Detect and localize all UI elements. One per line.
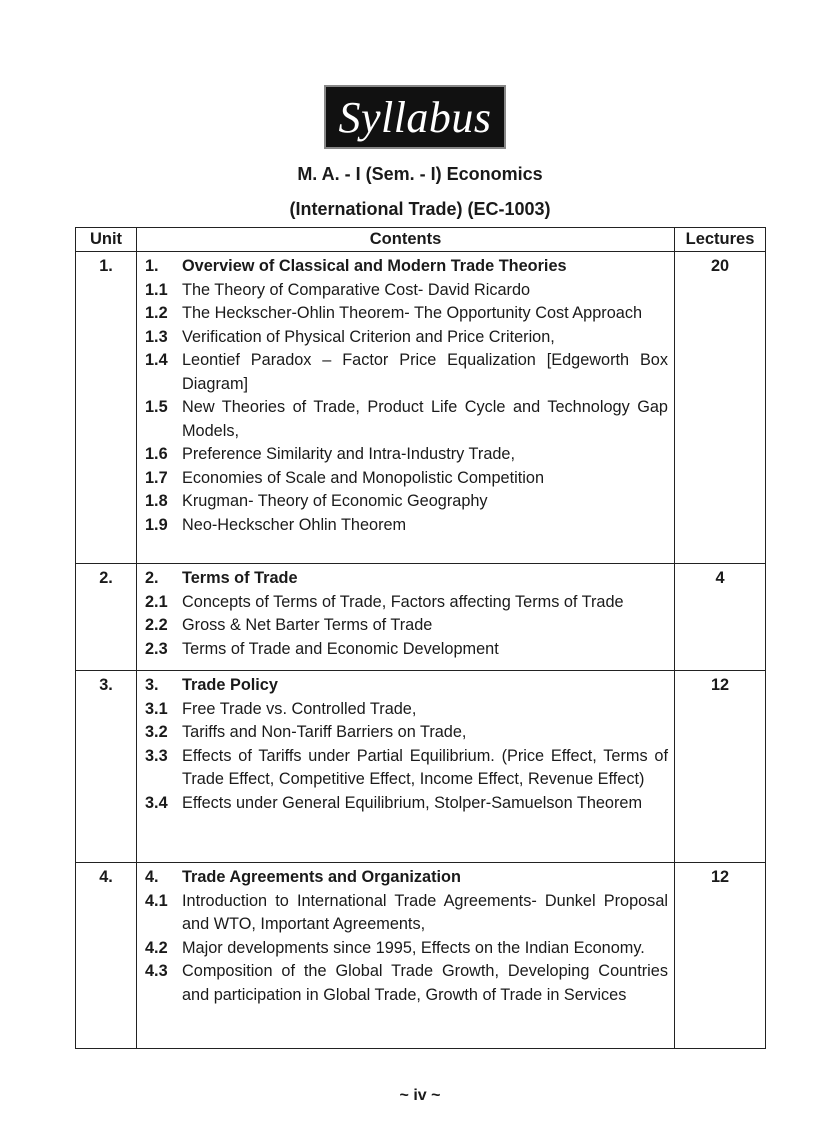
table-header-row (76, 228, 766, 252)
unit-contents (137, 252, 675, 564)
topic-number: 4.2 (145, 938, 168, 957)
header-lectures: Lectures (675, 228, 766, 252)
topic-number: 1.6 (145, 445, 168, 463)
topic-number: 2.1 (145, 592, 168, 611)
topic-number: 2.2 (145, 616, 168, 634)
topic-text: Krugman- Theory of Economic Geography (182, 492, 488, 510)
topic-item (145, 960, 668, 1007)
topic-text: Gross & Net Barter Terms of Trade (182, 616, 433, 634)
header-unit: Unit (76, 228, 137, 252)
table-row (76, 671, 766, 863)
table-row (76, 252, 766, 564)
topic-item (145, 302, 668, 326)
unit-contents (137, 863, 675, 1049)
topic-number: 1.1 (145, 280, 168, 299)
topic-number: 4.3 (145, 962, 168, 980)
lecture-count: 4 (675, 564, 766, 671)
topic-text: Effects of Tariffs under Partial Equilibrium. (Price Effect, Terms of Trade Effect, Competitive Effect, Income Effect, Revenue Effect) (182, 746, 668, 788)
unit-heading (145, 866, 668, 890)
unit-number: 2. (76, 564, 137, 671)
lecture-count: 20 (675, 252, 766, 564)
course-subtitle: (International Trade) (EC-1003) (289, 199, 551, 219)
topic-item (145, 467, 668, 491)
topic-text: Neo-Heckscher Ohlin Theorem (182, 515, 407, 534)
topic-number: 4. (145, 868, 159, 886)
topic-text: Effects under General Equilibrium, Stolper-Samuelson Theorem (182, 793, 643, 812)
topic-item (145, 638, 668, 662)
syllabus-title-box (324, 85, 506, 149)
topic-number: 1.4 (145, 351, 168, 369)
topic-number: 1.5 (145, 398, 168, 416)
topic-text: Terms of Trade and Economic Development (182, 639, 499, 658)
unit-number: 4. (76, 863, 137, 1049)
topic-text: Verification of Physical Criterion and Price Criterion, (182, 327, 555, 346)
topic-text: Concepts of Terms of Trade, Factors affecting Terms of Trade (182, 592, 624, 611)
header-contents: Contents (137, 228, 675, 252)
topic-item (145, 937, 668, 961)
topic-text: Tariffs and Non-Tariff Barriers on Trade, (182, 723, 467, 741)
unit-number: 3. (76, 671, 137, 863)
topic-number: 1.9 (145, 515, 168, 534)
syllabus-title: Syllabus (338, 92, 492, 142)
topic-text: The Theory of Comparative Cost- David Ricardo (182, 280, 531, 299)
unit-heading (145, 567, 668, 591)
table-row (76, 863, 766, 1049)
topic-item (145, 591, 668, 615)
unit-heading (145, 255, 668, 279)
topic-number: 3.3 (145, 746, 168, 765)
topic-number: 1.3 (145, 327, 168, 346)
lecture-count: 12 (675, 863, 766, 1049)
topic-text: New Theories of Trade, Product Life Cycle and Technology Gap Models, (182, 398, 668, 440)
topic-number: 3.2 (145, 723, 168, 741)
topic-item (145, 745, 668, 792)
topic-item (145, 443, 668, 467)
syllabus-table (75, 227, 766, 1049)
topic-number: 1.2 (145, 304, 168, 322)
topic-item (145, 698, 668, 722)
topic-text: Leontief Paradox – Factor Price Equalization [Edgeworth Box Diagram] (182, 351, 668, 393)
topic-item (145, 279, 668, 303)
topic-number: 3.1 (145, 699, 168, 718)
topic-item (145, 396, 668, 443)
unit-heading (145, 674, 668, 698)
topic-item (145, 792, 668, 816)
topic-text: Major developments since 1995, Effects on the Indian Economy. (182, 938, 645, 957)
topic-number: 1. (145, 257, 159, 275)
topic-text: Trade Policy (182, 676, 278, 694)
table-row (76, 564, 766, 671)
topic-text: Trade Agreements and Organization (182, 868, 461, 886)
topic-text: Terms of Trade (182, 569, 298, 587)
topic-text: Economies of Scale and Monopolistic Competition (182, 468, 544, 487)
course-title: M. A. - I (Sem. - I) Economics (297, 164, 543, 184)
topic-item (145, 349, 668, 396)
topic-item (145, 514, 668, 538)
topic-text: Free Trade vs. Controlled Trade, (182, 699, 417, 718)
topic-item (145, 326, 668, 350)
unit-number: 1. (76, 252, 137, 564)
topic-number: 3.4 (145, 793, 168, 812)
lecture-count: 12 (675, 671, 766, 863)
topic-number: 2. (145, 569, 159, 587)
topic-number: 1.8 (145, 492, 168, 510)
topic-item (145, 490, 668, 514)
topic-number: 3. (145, 676, 159, 694)
topic-text: Introduction to International Trade Agreements- Dunkel Proposal and WTO, Important Agreements, (182, 891, 668, 933)
page-number: ~ iv ~ (399, 1087, 441, 1104)
unit-contents (137, 564, 675, 671)
topic-text: Composition of the Global Trade Growth, Developing Countries and participation in Global Trade, Growth of Trade in Services (182, 962, 668, 1004)
topic-item (145, 614, 668, 638)
topic-text: Preference Similarity and Intra-Industry Trade, (182, 445, 516, 463)
topic-text: The Heckscher-Ohlin Theorem- The Opportunity Cost Approach (182, 304, 643, 322)
topic-item (145, 721, 668, 745)
topic-text: Overview of Classical and Modern Trade Theories (182, 257, 567, 275)
topic-number: 1.7 (145, 468, 168, 487)
unit-contents (137, 671, 675, 863)
topic-number: 2.3 (145, 639, 168, 658)
topic-item (145, 890, 668, 937)
topic-number: 4.1 (145, 891, 168, 910)
